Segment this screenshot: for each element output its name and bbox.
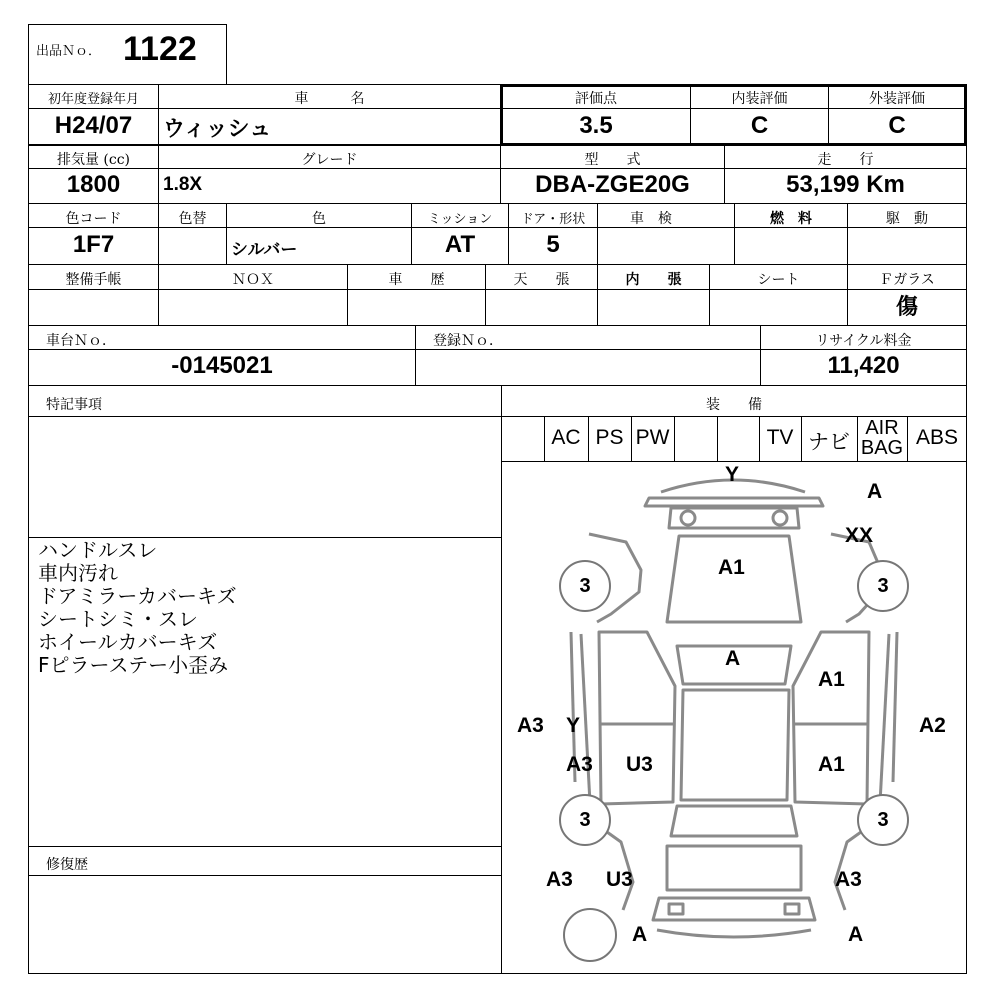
damage-mark: A1: [718, 556, 745, 579]
color-code-header: 色コード: [65, 211, 122, 227]
damage-mark: A3: [546, 868, 573, 891]
seat-header: シート: [757, 272, 800, 288]
lot-number: 1122: [123, 30, 197, 68]
maintenance-header: 整備手帳: [65, 272, 122, 288]
remark-note: ホイールカバーキズ: [38, 630, 218, 654]
drive-header: 駆 動: [886, 211, 928, 227]
chassis-value: -0145021: [171, 352, 273, 379]
recycle-fee-value: 11,420: [827, 352, 900, 379]
equipment-abs: ABS: [915, 426, 959, 449]
row5-v2: [415, 349, 761, 386]
equipment-airbag: AIR BAG: [860, 417, 904, 459]
damage-mark: U3: [606, 868, 633, 891]
remark-note: 車内汚れ: [38, 561, 118, 585]
tire-rear-right: 3: [857, 794, 909, 846]
row3-v7: [734, 227, 848, 265]
history-header: 車 歴: [388, 272, 445, 288]
damage-mark: A: [848, 923, 864, 946]
repair-divider: [28, 875, 502, 876]
score-header: 評価点: [575, 91, 617, 107]
damage-mark: A2: [919, 714, 946, 737]
mission-header: ミッション: [427, 212, 493, 227]
spare-tire: [563, 908, 617, 962]
grade-value: 1.8X: [163, 174, 203, 195]
car-name-header: 車 名: [294, 91, 365, 107]
mission-value: AT: [444, 231, 476, 258]
damage-mark: Y: [725, 463, 740, 486]
equipment-pw: PW: [635, 426, 670, 449]
row4-v5: [597, 289, 710, 326]
damage-mark: A3: [566, 753, 593, 776]
model-header: 型 式: [584, 152, 641, 168]
remark-note: シートシミ・スレ: [38, 607, 198, 631]
grade-header: グレード: [301, 152, 358, 168]
row3-v6: [597, 227, 735, 265]
damage-mark: A: [867, 480, 883, 503]
damage-mark: Y: [566, 714, 581, 737]
door-header: ドア・形状: [520, 212, 586, 227]
damage-mark: A1: [818, 668, 845, 691]
equipment-heading: 装 備: [706, 397, 762, 413]
score-value: 3.5: [579, 112, 613, 139]
tire-rear-left: 3: [559, 794, 611, 846]
remarks-notes: [38, 539, 237, 677]
remark-note: Fピラーステー小歪み: [38, 653, 229, 677]
lot-number-label: 出品Ｎｏ．: [36, 44, 102, 59]
fuel-header: 燃 料: [770, 211, 812, 227]
interior-score-header: 内装評価: [731, 91, 788, 107]
inspection-header: 車 検: [630, 211, 672, 227]
recycle-fee-header: リサイクル料金: [815, 333, 912, 349]
row3-v2: [158, 227, 227, 265]
fglass-value: 傷: [895, 294, 918, 320]
interior-score-value: C: [750, 112, 769, 139]
row3-v8: [847, 227, 967, 265]
equipment-tv: TV: [766, 426, 794, 449]
interior-trim-header: 内 張: [625, 272, 682, 288]
first-registration-value: H24/07: [54, 112, 133, 139]
damage-mark: U3: [626, 753, 653, 776]
displacement-header: 排気量 (cc): [56, 152, 131, 168]
evaluation-divider: [502, 108, 965, 109]
nox-header: ＮＯＸ: [232, 272, 274, 288]
damage-mark: A3: [835, 868, 862, 891]
model-value: DBA-ZGE20G: [535, 171, 690, 198]
row4-v6: [709, 289, 848, 326]
mileage-value: 53,199 Km: [786, 171, 905, 198]
row4-v1: [28, 289, 159, 326]
row4-v2: [158, 289, 348, 326]
repair-history-heading: 修復歴: [46, 857, 88, 873]
chassis-header: 車台Ｎｏ．: [46, 333, 116, 349]
remarks-heading: 特記事項: [46, 397, 102, 413]
color-header: 色: [312, 211, 326, 227]
damage-mark: A: [632, 923, 648, 946]
damage-mark: A3: [517, 714, 544, 737]
fglass-header: Ｆガラス: [879, 272, 935, 288]
mileage-header: 走 行: [817, 152, 874, 168]
damage-mark: XX: [845, 524, 874, 547]
ceiling-header: 天 張: [513, 272, 570, 288]
registration-header: 登録Ｎｏ．: [433, 333, 503, 349]
equipment-ac: AC: [551, 426, 581, 449]
row4-v3: [347, 289, 486, 326]
remarks-divider: [28, 416, 502, 417]
equipment-row: [501, 417, 967, 461]
remarks-panel: [28, 385, 502, 974]
damage-mark: A: [725, 647, 741, 670]
row4-v4: [485, 289, 598, 326]
tire-front-left: 3: [559, 560, 611, 612]
grade-cell: [158, 168, 501, 204]
equipment-ps: PS: [595, 426, 624, 449]
exterior-score-value: C: [888, 112, 906, 139]
recolor-header: 色替: [178, 211, 207, 227]
damage-mark: A1: [818, 753, 845, 776]
first-registration-header: 初年度登録年月: [47, 92, 139, 107]
car-name-value: ウィッシュ: [163, 117, 272, 142]
remark-note: ドアミラーカバーキズ: [38, 584, 237, 608]
repair-divider: [28, 846, 502, 847]
door-value: 5: [546, 231, 560, 258]
color-value: シルバー: [231, 240, 298, 260]
tire-front-right: 3: [857, 560, 909, 612]
exterior-score-header: 外装評価: [869, 91, 925, 107]
equipment-navi: ナビ: [808, 431, 850, 454]
displacement-value: 1800: [66, 171, 121, 198]
color-code-value: 1F7: [72, 231, 115, 258]
remark-note: ハンドルスレ: [38, 538, 158, 562]
